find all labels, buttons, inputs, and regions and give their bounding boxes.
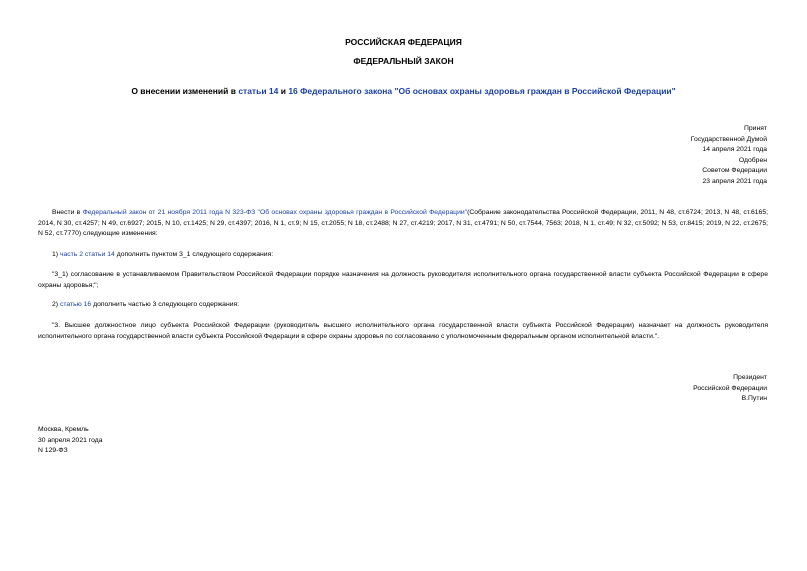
item-1 [38, 250, 768, 261]
president-block [693, 373, 767, 405]
intro-sources: (Собрание законодательства Российской Федерации, 2011, N 48, ст.6724; 2013, N 48, ст.6165; 2014, N 30, ст.4257; N 49, ст.6927; 2015, N 10, ст.1425; N 29, ст.4397; 2016, N 1, ст.9; N 15, ст.2055; N 18, ст.2488; N 27, ст.4219; 2017, N 31, ст.4791; N 50, ст.7544, 7563; 2018, N 1, ст.49; N 32, ст.5092; N 53, ст.8415; 2019, N 22, ст.2675; N 52, ст.7770) следующие изменения: [38, 209, 769, 238]
signing-place: Москва, Кремль [38, 426, 89, 433]
intro-prefix: Внести в [52, 209, 83, 216]
law-type-heading: ФЕДЕРАЛЬНЫЙ ЗАКОН [353, 56, 454, 66]
item-2-quote: "3. Высшее должностное лицо субъекта Российской Федерации (руководитель высшего исполнительного органа государственной власти субъекта Российской Федерации) назначает на должность руководителя исполнительного органа государственной власти субъекта Российской Федерации в сфере охраны здоровья по согласованию с уполномоченным федеральным органом исполнительной власти.". [38, 322, 768, 340]
president-name: В.Путин [741, 395, 767, 403]
law-title [0, 86, 807, 96]
item-1-number: 1) [52, 251, 60, 258]
president-country: Российской Федерации [693, 384, 767, 392]
item-1-text: дополнить пунктом 3_1 следующего содержания: [114, 251, 274, 258]
adopted-date: 14 апреля 2021 года [702, 146, 767, 154]
law-title-prefix: О внесении изменений в [131, 86, 239, 96]
federal-law-link[interactable]: Федеральный закон от 21 ноября 2011 года N 323-ФЗ "Об основах охраны здоровья граждан в Российской Федерации" [82, 209, 468, 216]
adoption-block [691, 124, 767, 188]
adopted-by: Государственной Думой [690, 135, 767, 143]
intro-paragraph [38, 208, 768, 240]
item-2-text: дополнить частью 3 следующего содержания: [91, 301, 240, 308]
item-1-quote: "3_1) согласование в устанавливаемом Правительством Российской Федерации порядке назначения на должность руководителя исполнительного органа государственной власти субъекта Российской Федерации в сфере охраны здоровья;"; [38, 271, 768, 289]
approved-label: Одобрен [738, 156, 767, 164]
article-16-law-link[interactable]: 16 Федерального закона "Об основах охраны здоровья граждан в Российской Федерации" [288, 86, 676, 96]
item-2 [38, 300, 768, 311]
signing-date: 30 апреля 2021 года [38, 436, 103, 444]
item-2-number: 2) [52, 301, 60, 308]
approved-by: Советом Федерации [702, 167, 767, 175]
president-title: Президент [733, 374, 767, 381]
country-heading: РОССИЙСКАЯ ФЕДЕРАЦИЯ [345, 37, 462, 47]
adopted-label: Принят [743, 125, 767, 132]
part-2-article-14-link[interactable]: часть 2 статьи 14 [59, 251, 115, 258]
signature-block [38, 425, 103, 457]
article-16-link[interactable]: статью 16 [59, 301, 92, 308]
law-number: N 129-ФЗ [38, 447, 68, 455]
article-14-link[interactable]: статьи 14 [238, 86, 279, 96]
approved-date: 23 апреля 2021 года [702, 177, 767, 185]
law-title-conjunction: и [278, 86, 289, 96]
